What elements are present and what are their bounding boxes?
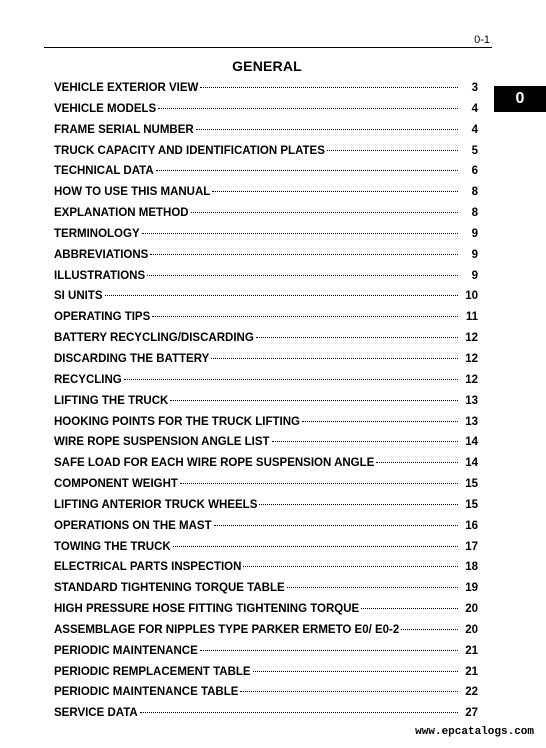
- toc-entry[interactable]: [54, 624, 478, 645]
- toc-entry-title: PERIODIC MAINTENANCE TABLE: [54, 686, 239, 699]
- toc-entry-page: 12: [465, 352, 478, 365]
- chapter-tab: 0: [494, 86, 546, 112]
- toc-entry[interactable]: [54, 165, 478, 186]
- toc-entry-title: HOOKING POINTS FOR THE TRUCK LIFTING: [54, 415, 300, 428]
- toc-entry-page: 4: [471, 102, 478, 115]
- toc-entry-title: EXPLANATION METHOD: [54, 207, 189, 220]
- toc-entry-page: 27: [465, 707, 478, 720]
- toc-dot-leader: [196, 129, 458, 130]
- toc-entry-title: PERIODIC MAINTENANCE: [54, 644, 198, 657]
- toc-entry[interactable]: [54, 666, 478, 687]
- toc-entry-page: 12: [465, 332, 478, 345]
- toc-dot-leader: [376, 462, 458, 463]
- toc-entry-title: TRUCK CAPACITY AND IDENTIFICATION PLATES: [54, 144, 325, 157]
- toc-entry-title: RECYCLING: [54, 373, 122, 386]
- toc-entry[interactable]: [54, 311, 478, 332]
- watermark: www.epcatalogs.com: [415, 726, 534, 738]
- toc-entry-title: OPERATING TIPS: [54, 311, 151, 324]
- toc-entry-page: 20: [465, 603, 478, 616]
- toc-dot-leader: [302, 421, 458, 422]
- toc-entry-title: WIRE ROPE SUSPENSION ANGLE LIST: [54, 436, 270, 449]
- toc-dot-leader: [327, 150, 458, 151]
- toc-entry[interactable]: [54, 228, 478, 249]
- toc-entry[interactable]: [54, 249, 478, 270]
- toc-entry-page: 9: [471, 269, 478, 282]
- toc-entry-title: TECHNICAL DATA: [54, 165, 154, 178]
- toc-dot-leader: [142, 233, 458, 234]
- toc-dot-leader: [156, 170, 458, 171]
- toc-entry-title: LIFTING ANTERIOR TRUCK WHEELS: [54, 498, 258, 511]
- toc-dot-leader: [243, 566, 458, 567]
- toc-entry-page: 21: [465, 665, 478, 678]
- toc-dot-leader: [140, 712, 458, 713]
- toc-entry-title: VEHICLE EXTERIOR VIEW: [54, 82, 199, 94]
- toc-entry-page: 8: [471, 207, 478, 220]
- toc-entry-title: DISCARDING THE BATTERY: [54, 352, 210, 365]
- toc-dot-leader: [401, 629, 458, 630]
- toc-entry-title: TOWING THE TRUCK: [54, 540, 171, 553]
- toc-dot-leader: [200, 87, 458, 88]
- page-number: 0-1: [474, 34, 490, 46]
- toc-entry[interactable]: [54, 478, 478, 499]
- toc-entry[interactable]: [54, 457, 478, 478]
- table-of-contents: [54, 82, 478, 728]
- toc-dot-leader: [180, 483, 458, 484]
- toc-dot-leader: [272, 441, 458, 442]
- toc-entry[interactable]: [54, 603, 478, 624]
- toc-entry-title: SAFE LOAD FOR EACH WIRE ROPE SUSPENSION ANGLE: [54, 457, 375, 470]
- toc-dot-leader: [200, 650, 458, 651]
- toc-dot-leader: [152, 316, 458, 317]
- toc-dot-leader: [287, 587, 458, 588]
- toc-entry[interactable]: [54, 582, 478, 603]
- toc-dot-leader: [256, 337, 458, 338]
- toc-dot-leader: [259, 504, 458, 505]
- toc-entry[interactable]: [54, 561, 478, 582]
- toc-dot-leader: [214, 525, 458, 526]
- toc-entry-title: ILLUSTRATIONS: [54, 269, 146, 282]
- toc-dot-leader: [253, 671, 458, 672]
- section-title: GENERAL: [232, 58, 302, 74]
- toc-entry[interactable]: [54, 124, 478, 145]
- toc-entry-page: 8: [471, 186, 478, 199]
- toc-entry[interactable]: [54, 374, 478, 395]
- toc-entry[interactable]: [54, 145, 478, 166]
- toc-entry-title: ELECTRICAL PARTS INSPECTION: [54, 561, 242, 574]
- toc-entry-page: 11: [465, 311, 478, 324]
- toc-entry-title: FRAME SERIAL NUMBER: [54, 123, 194, 136]
- toc-entry[interactable]: [54, 103, 478, 124]
- toc-entry-page: 15: [465, 498, 478, 511]
- toc-entry[interactable]: [54, 82, 478, 103]
- toc-entry-title: TERMINOLOGY: [54, 227, 140, 240]
- toc-entry-page: 22: [465, 686, 478, 699]
- toc-dot-leader: [212, 191, 458, 192]
- toc-entry[interactable]: [54, 645, 478, 666]
- toc-entry-title: SI UNITS: [54, 290, 103, 303]
- toc-entry-page: 19: [465, 582, 478, 595]
- toc-entry-page: 5: [471, 144, 478, 157]
- toc-entry-page: 9: [471, 227, 478, 240]
- toc-entry[interactable]: [54, 332, 478, 353]
- toc-entry[interactable]: [54, 416, 478, 437]
- toc-dot-leader: [150, 254, 458, 255]
- toc-dot-leader: [173, 546, 458, 547]
- toc-entry[interactable]: [54, 499, 478, 520]
- toc-entry-page: 14: [465, 457, 478, 470]
- toc-entry-page: 6: [471, 165, 478, 178]
- toc-entry-page: 9: [471, 248, 478, 261]
- toc-entry[interactable]: [54, 686, 478, 707]
- toc-dot-leader: [240, 691, 458, 692]
- toc-entry[interactable]: [54, 520, 478, 541]
- toc-entry-title: VEHICLE MODELS: [54, 102, 157, 115]
- toc-entry-title: HIGH PRESSURE HOSE FITTING TIGHTENING TORQUE: [54, 603, 360, 616]
- toc-entry[interactable]: [54, 186, 478, 207]
- toc-dot-leader: [361, 608, 458, 609]
- toc-dot-leader: [105, 295, 458, 296]
- toc-dot-leader: [124, 379, 458, 380]
- toc-entry[interactable]: [54, 207, 478, 228]
- toc-entry-page: 16: [465, 519, 478, 532]
- toc-entry-page: 14: [465, 436, 478, 449]
- toc-entry-page: 12: [465, 373, 478, 386]
- toc-entry-title: BATTERY RECYCLING/DISCARDING: [54, 332, 254, 345]
- toc-entry-title: ASSEMBLAGE FOR NIPPLES TYPE PARKER ERMETO E0/ E0-2: [54, 623, 400, 636]
- toc-entry-title: SERVICE DATA: [54, 707, 138, 720]
- toc-dot-leader: [211, 358, 458, 359]
- toc-dot-leader: [191, 212, 458, 213]
- toc-entry-page: 20: [465, 623, 478, 636]
- toc-entry-page: 10: [465, 290, 478, 303]
- toc-entry-title: OPERATIONS ON THE MAST: [54, 519, 212, 532]
- toc-entry-title: HOW TO USE THIS MANUAL: [54, 186, 211, 199]
- toc-entry-page: 13: [465, 394, 478, 407]
- toc-entry-title: STANDARD TIGHTENING TORQUE TABLE: [54, 582, 285, 595]
- toc-entry[interactable]: [54, 290, 478, 311]
- toc-dot-leader: [147, 275, 458, 276]
- toc-entry[interactable]: [54, 395, 478, 416]
- toc-entry[interactable]: [54, 353, 478, 374]
- toc-entry-page: 13: [465, 415, 478, 428]
- toc-entry-page: 3: [471, 82, 478, 94]
- toc-entry-page: 18: [465, 561, 478, 574]
- toc-entry-title: COMPONENT WEIGHT: [54, 478, 178, 491]
- toc-dot-leader: [170, 400, 458, 401]
- toc-entry-page: 17: [465, 540, 478, 553]
- toc-entry-page: 4: [471, 123, 478, 136]
- toc-entry-page: 21: [465, 644, 478, 657]
- toc-entry[interactable]: [54, 270, 478, 291]
- toc-entry-page: 15: [465, 478, 478, 491]
- toc-entry[interactable]: [54, 436, 478, 457]
- toc-dot-leader: [158, 108, 458, 109]
- toc-entry-title: LIFTING THE TRUCK: [54, 394, 169, 407]
- header-rule: [44, 47, 492, 48]
- toc-entry[interactable]: [54, 541, 478, 562]
- toc-entry-title: PERIODIC REMPLACEMENT TABLE: [54, 665, 251, 678]
- toc-entry-title: ABBREVIATIONS: [54, 248, 149, 261]
